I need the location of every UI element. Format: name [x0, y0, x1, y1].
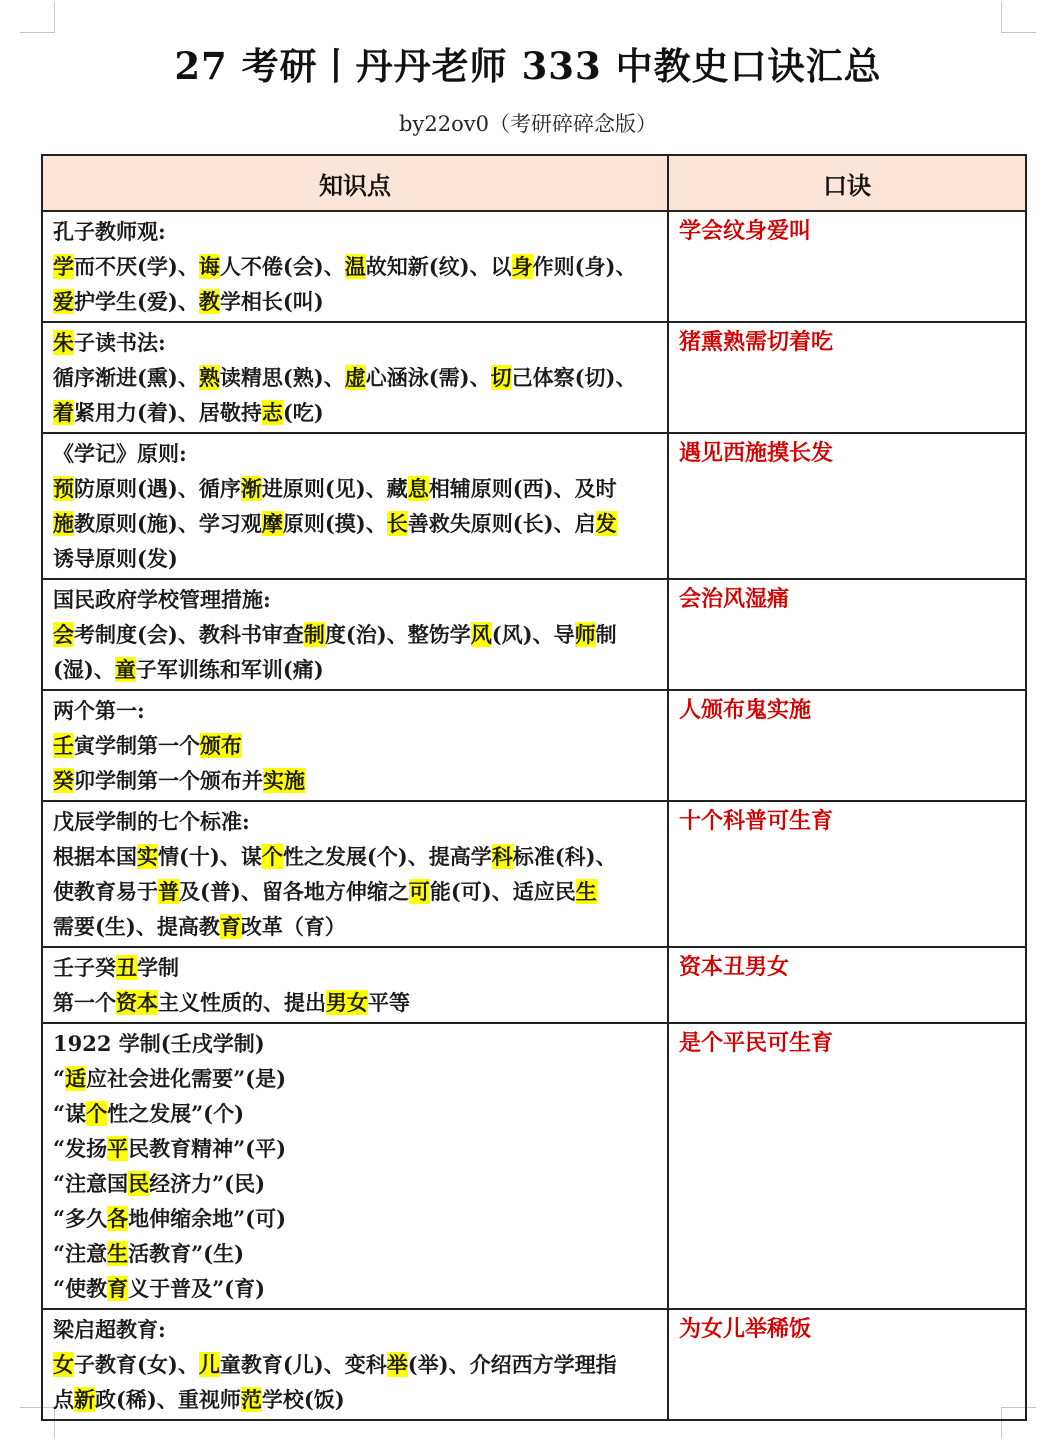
corner-mark-top-left [20, 2, 55, 33]
text-segment: 梁启超教育: [53, 1317, 166, 1342]
knowledge-point-line [53, 1236, 659, 1271]
knowledge-point-line [53, 1131, 659, 1166]
text-segment: 教原则(施)、学习观 [74, 511, 262, 536]
highlighted-keyword: 童 [114, 657, 136, 682]
highlighted-keyword: 新 [74, 1387, 95, 1412]
text-segment: 读精思(熟)、 [219, 365, 345, 390]
highlighted-keyword: 生 [107, 1241, 129, 1266]
knowledge-point-line [53, 1026, 659, 1061]
highlighted-keyword: 诲 [198, 254, 220, 279]
text-segment: 制 [595, 622, 617, 647]
table-row [42, 322, 1026, 433]
text-segment: 子读书法: [74, 330, 166, 355]
text-segment: “ [53, 1066, 66, 1091]
highlighted-keyword: 范 [240, 1387, 262, 1412]
text-segment: 寅学制第一个 [74, 733, 200, 758]
text-segment: “注意 [53, 1241, 108, 1266]
text-segment: 点 [53, 1387, 74, 1412]
mnemonic-cell: 遇见西施摸长发 [668, 433, 1026, 579]
highlighted-keyword: 师 [574, 622, 596, 647]
text-segment: 卯学制第一个颁布并 [74, 768, 263, 793]
knowledge-point-cell [42, 322, 668, 433]
knowledge-point-line [53, 541, 659, 576]
highlighted-keyword: 科 [491, 844, 513, 869]
page-title: 27 考研丨丹丹老师 333 中教史口诀汇总 [174, 44, 882, 88]
highlighted-keyword: 适 [65, 1066, 87, 1091]
knowledge-point-line [53, 617, 659, 652]
knowledge-point-line [53, 471, 659, 506]
text-segment: 防原则(遇)、循序 [74, 476, 241, 501]
highlighted-keyword: 着 [53, 400, 74, 425]
text-segment: 紧用力(着)、居敬持 [74, 400, 262, 425]
table-row [42, 433, 1026, 579]
highlighted-keyword: 学 [53, 254, 74, 279]
text-segment: 壬子癸 [53, 955, 116, 980]
text-segment: 童教育(儿)、变科 [219, 1352, 387, 1377]
text-segment: 进原则(见)、藏 [261, 476, 408, 501]
text-segment: 两个第一: [53, 698, 145, 723]
knowledge-point-line [53, 652, 659, 687]
knowledge-point-line [53, 950, 659, 985]
table-row [42, 579, 1026, 690]
text-segment: 度(治)、整饬学 [324, 622, 471, 647]
highlighted-keyword: 男女 [326, 990, 368, 1015]
knowledge-point-cell [42, 801, 668, 947]
highlighted-keyword: 壬 [53, 733, 74, 758]
knowledge-point-line [53, 985, 659, 1020]
text-segment: 平等 [368, 990, 410, 1015]
text-segment: 性之发展”(个) [107, 1101, 245, 1126]
table-row [42, 211, 1026, 322]
text-segment: 《学记》原则: [53, 441, 187, 466]
text-segment: (湿)、 [53, 657, 115, 682]
highlighted-keyword: 施 [53, 511, 74, 536]
knowledge-point-line [53, 909, 659, 944]
mnemonic-cell: 是个平民可生育 [668, 1023, 1026, 1309]
highlighted-keyword: 生 [575, 879, 597, 904]
highlighted-keyword: 民 [128, 1171, 150, 1196]
text-segment: “注意国 [53, 1171, 129, 1196]
knowledge-point-line [53, 1382, 659, 1417]
text-segment: 诱导原则(发) [53, 546, 178, 571]
highlighted-keyword: 育 [219, 914, 241, 939]
highlighted-keyword: 实 [137, 844, 158, 869]
mnemonic-cell: 十个科普可生育 [668, 801, 1026, 947]
text-segment: 义于普及”(育) [128, 1276, 266, 1301]
highlighted-keyword: 平 [107, 1136, 129, 1161]
text-segment: 能(可)、适应民 [429, 879, 576, 904]
knowledge-point-line [53, 1312, 659, 1347]
mnemonic-cell: 猪熏熟需切着吃 [668, 322, 1026, 433]
knowledge-point-line [53, 728, 659, 763]
knowledge-point-line [53, 582, 659, 617]
knowledge-point-cell [42, 1309, 668, 1420]
text-segment: 护学生(爱)、 [74, 289, 199, 314]
text-segment: 而不厌(学)、 [74, 254, 199, 279]
highlighted-keyword: 举 [386, 1352, 408, 1377]
mnemonic-cell: 学会纹身爱叫 [668, 211, 1026, 322]
text-segment: 标准(科)、 [512, 844, 617, 869]
mnemonic-cell: 为女儿举稀饭 [668, 1309, 1026, 1420]
knowledge-point-line [53, 284, 659, 319]
text-segment: 学制 [137, 955, 179, 980]
text-segment: 孔子教师观: [53, 219, 166, 244]
page-subtitle: by22ov0（考研碎碎念版） [399, 112, 657, 136]
text-segment: (吃) [282, 400, 324, 425]
knowledge-point-line [53, 436, 659, 471]
knowledge-point-line [53, 839, 659, 874]
text-segment: 地伸缩余地”(可) [128, 1206, 287, 1231]
text-segment: 学相长(叫) [219, 289, 324, 314]
knowledge-point-cell [42, 1023, 668, 1309]
table-row [42, 947, 1026, 1023]
knowledge-point-cell [42, 947, 668, 1023]
highlighted-keyword: 可 [408, 879, 430, 904]
highlighted-keyword: 熟 [198, 365, 220, 390]
text-segment: 故知新(纹)、以 [365, 254, 512, 279]
header-knowledge-point: 知识点 [42, 155, 668, 211]
text-segment: 子教育(女)、 [74, 1352, 199, 1377]
highlighted-keyword: 各 [107, 1206, 129, 1231]
text-segment: 己体察(切)、 [511, 365, 637, 390]
text-segment: 原则(摸)、 [282, 511, 387, 536]
highlighted-keyword: 风 [470, 622, 492, 647]
knowledge-point-line [53, 325, 659, 360]
text-segment: 子军训练和军训(痛) [135, 657, 324, 682]
highlighted-keyword: 切 [490, 365, 512, 390]
text-segment: 情(十)、谋 [158, 844, 262, 869]
highlighted-keyword: 渐 [240, 476, 262, 501]
highlighted-keyword: 温 [344, 254, 366, 279]
knowledge-point-line [53, 874, 659, 909]
text-segment: “发扬 [53, 1136, 108, 1161]
text-segment: 性之发展(个)、提高学 [282, 844, 492, 869]
header-mnemonic: 口诀 [668, 155, 1026, 211]
highlighted-keyword: 资本 [116, 990, 158, 1015]
text-segment: (举)、介绍西方学理指 [407, 1352, 617, 1377]
highlighted-keyword: 实施 [263, 768, 305, 793]
knowledge-point-line [53, 763, 659, 798]
text-segment: 民教育精神”(平) [128, 1136, 287, 1161]
highlighted-keyword: 癸 [53, 768, 74, 793]
text-segment: 及(普)、留各地方伸缩之 [179, 879, 409, 904]
text-segment: 作则(身)、 [532, 254, 637, 279]
text-segment: “使教 [53, 1276, 108, 1301]
text-segment: 主义性质的、提出 [158, 990, 326, 1015]
text-segment: 改革（育） [240, 914, 346, 939]
highlighted-keyword: 普 [158, 879, 179, 904]
knowledge-point-cell [42, 579, 668, 690]
text-segment: 经济力”(民) [149, 1171, 266, 1196]
highlighted-keyword: 摩 [261, 511, 283, 536]
table-row [42, 690, 1026, 801]
knowledge-point-line [53, 395, 659, 430]
text-segment: 戊辰学制的七个标准: [53, 809, 250, 834]
text-segment: 第一个 [53, 990, 116, 1015]
knowledge-point-line [53, 214, 659, 249]
text-segment: 应社会进化需要”(是) [86, 1066, 287, 1091]
mnemonic-table [41, 154, 1027, 1421]
highlighted-keyword: 爱 [53, 289, 74, 314]
text-segment: 国民政府学校管理措施: [53, 587, 271, 612]
knowledge-point-line [53, 360, 659, 395]
highlighted-keyword: 虚 [344, 365, 366, 390]
text-segment: 根据本国 [53, 844, 137, 869]
text-segment: 考制度(会)、教科书审查 [74, 622, 304, 647]
highlighted-keyword: 发 [595, 511, 617, 536]
highlighted-keyword: 长 [386, 511, 408, 536]
text-segment: 1922 学制(壬戌学制) [53, 1031, 265, 1056]
highlighted-keyword: 丑 [116, 955, 137, 980]
highlighted-keyword: 志 [261, 400, 283, 425]
text-segment: “多久 [53, 1206, 108, 1231]
text-segment: 心涵泳(需)、 [365, 365, 491, 390]
highlighted-keyword: 育 [107, 1276, 129, 1301]
table-body [42, 211, 1026, 1420]
text-segment: 需要(生)、提高教 [53, 914, 220, 939]
mnemonic-cell: 资本丑男女 [668, 947, 1026, 1023]
text-segment: (风)、导 [491, 622, 575, 647]
text-segment: 善救失原则(长)、启 [407, 511, 596, 536]
table-header-row [42, 155, 1026, 211]
knowledge-point-line [53, 506, 659, 541]
highlighted-keyword: 个 [86, 1101, 108, 1126]
highlighted-keyword: 制 [303, 622, 325, 647]
text-segment: 人不倦(会)、 [219, 254, 345, 279]
highlighted-keyword: 预 [53, 476, 74, 501]
knowledge-point-cell [42, 433, 668, 579]
knowledge-point-line [53, 1061, 659, 1096]
table-row [42, 801, 1026, 947]
text-segment: 活教育”(生) [128, 1241, 245, 1266]
highlighted-keyword: 儿 [198, 1352, 220, 1377]
corner-mark-top-right [1001, 2, 1036, 33]
knowledge-point-line [53, 1201, 659, 1236]
highlighted-keyword: 朱 [53, 330, 74, 355]
table-row [42, 1023, 1026, 1309]
highlighted-keyword: 息 [407, 476, 429, 501]
mnemonic-cell: 会治风湿痛 [668, 579, 1026, 690]
highlighted-keyword: 身 [511, 254, 533, 279]
highlighted-keyword: 会 [53, 622, 74, 647]
knowledge-point-line [53, 249, 659, 284]
highlighted-keyword: 女 [53, 1352, 74, 1377]
table-row [42, 1309, 1026, 1420]
text-segment: “谋 [53, 1101, 87, 1126]
knowledge-point-cell [42, 690, 668, 801]
knowledge-point-line [53, 693, 659, 728]
text-segment: 循序渐进(熏)、 [53, 365, 199, 390]
knowledge-point-line [53, 1166, 659, 1201]
text-segment: 学校(饭) [261, 1387, 345, 1412]
highlighted-keyword: 教 [198, 289, 220, 314]
knowledge-point-line [53, 1347, 659, 1382]
knowledge-point-cell [42, 211, 668, 322]
text-segment: 政(稀)、重视师 [95, 1387, 241, 1412]
knowledge-point-line [53, 804, 659, 839]
text-segment: 使教育易于 [53, 879, 158, 904]
text-segment: 相辅原则(西)、及时 [428, 476, 617, 501]
highlighted-keyword: 颁布 [200, 733, 242, 758]
mnemonic-cell: 人颁布鬼实施 [668, 690, 1026, 801]
knowledge-point-line [53, 1096, 659, 1131]
highlighted-keyword: 个 [261, 844, 283, 869]
knowledge-point-line [53, 1271, 659, 1306]
